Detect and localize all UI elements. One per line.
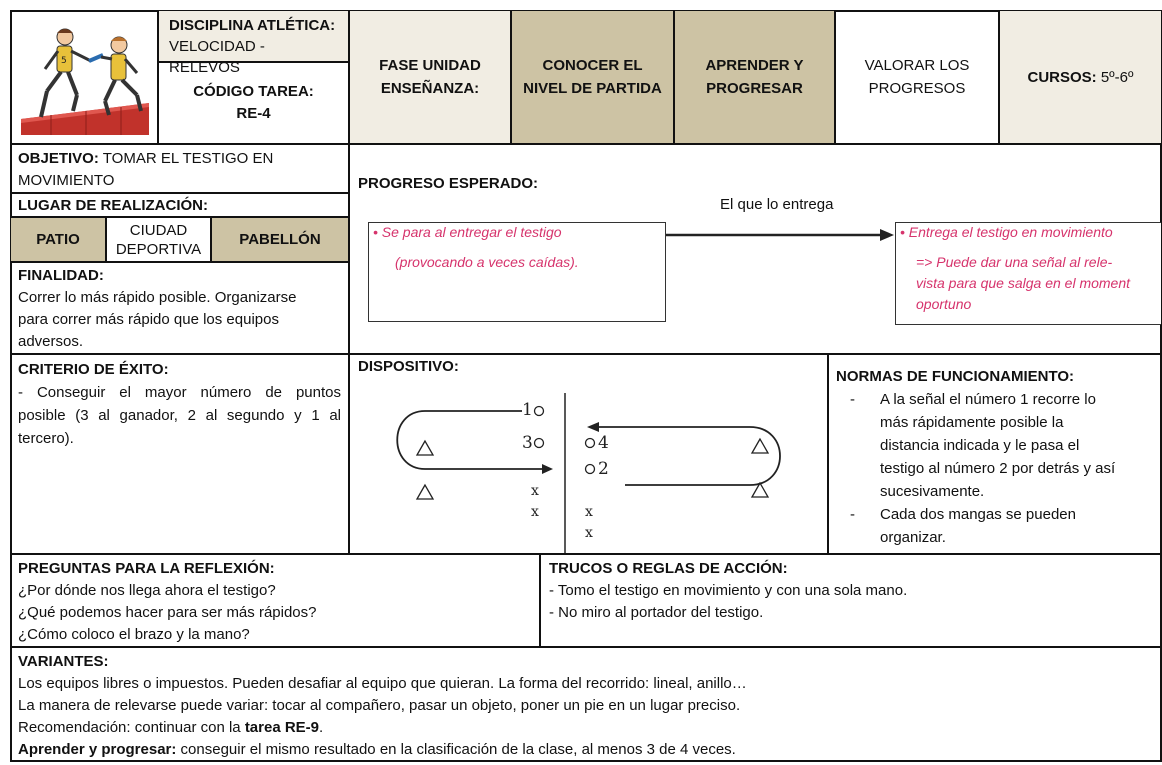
criterio-line3: tercero). [18, 430, 74, 447]
fase-valorar-line1: VALORAR LOS [864, 57, 970, 74]
codigo-cell [158, 62, 349, 144]
runner-1-number: 1 [522, 400, 533, 420]
pregunta-2: ¿Qué podemos hacer para ser más rápidos? [18, 604, 317, 621]
normas-item-2: - Cada dos mangas se pueden organizar. [836, 503, 1154, 549]
progreso-left-line1: • Se para al entregar el testigo [373, 224, 562, 240]
finalidad-cell [10, 262, 349, 354]
waiting-x-right-2: x [585, 525, 593, 541]
progreso-right-line3: vista para que salga en el moment [916, 275, 1131, 291]
runner-4-marker [586, 439, 595, 448]
finalidad-line1: Correr lo más rápido posible. Organizarse [18, 289, 297, 306]
lugar-label: LUGAR DE REALIZACIÓN: [18, 197, 208, 214]
variantes-cell [10, 647, 1162, 762]
disciplina-value: VELOCIDAD - RELEVOS [169, 38, 265, 76]
runner-2-marker [586, 465, 595, 474]
pregunta-1: ¿Por dónde nos llega ahora el testigo? [18, 582, 276, 599]
fase-valorar-cell [835, 10, 999, 144]
criterio-line1: - Conseguir el mayor número de puntos [18, 384, 341, 401]
objetivo-cell [10, 144, 349, 193]
criterio-line2: posible (3 al ganador, 2 al segundo y 1 al [18, 407, 341, 424]
cone-left-top [417, 441, 433, 455]
variante-4: Aprender y progresar: conseguir el mismo resultado en la clasificación de la clase, al menos 3 de 4 veces. [18, 741, 736, 758]
preguntas-label: PREGUNTAS PARA LA REFLEXIÓN: [18, 560, 275, 577]
truco-1: - Tomo el testigo en movimiento y con una sola mano. [549, 582, 908, 599]
fase-aprender-line2: PROGRESAR [706, 80, 803, 97]
progreso-label: PROGRESO ESPERADO: [358, 175, 539, 192]
disciplina-cell [158, 10, 349, 76]
lugar-ciudad-deportiva: CIUDAD DEPORTIVA [106, 217, 211, 262]
fase-valorar-line2: PROGRESOS [868, 80, 966, 97]
variante-3: Recomendación: continuar con la tarea RE-9. [18, 719, 324, 736]
finalidad-line3: adversos. [18, 333, 84, 350]
progreso-right-line2: => Puede dar una señal al rele- [916, 254, 1113, 270]
normas-label: NORMAS DE FUNCIONAMIENTO: [836, 368, 1075, 385]
objetivo-label: OBJETIVO: [18, 150, 99, 167]
svg-text:5: 5 [61, 56, 67, 66]
cone-right-top [752, 439, 768, 453]
progreso-arrow [666, 227, 896, 243]
runner-3-marker [535, 439, 544, 448]
finalidad-line2: para correr más rápido que los equipos [18, 311, 279, 328]
disciplina-label: DISCIPLINA ATLÉTICA: [169, 17, 336, 34]
right-loop-arrowhead [587, 422, 599, 432]
fase-conocer-cell [511, 10, 674, 144]
cursos-cell [999, 10, 1162, 144]
waiting-x-left-1: x [531, 483, 539, 499]
fase-aprender-cell [674, 10, 835, 144]
codigo-label: CÓDIGO TAREA: [193, 83, 314, 100]
normas-item-1: - A la señal el número 1 recorre lo más rápidamente posible la distancia indicada y le pasa el testigo al número 2 por detrás y así sucesivamente. [836, 388, 1154, 503]
lugar-label-cell [10, 193, 349, 217]
finalidad-label: FINALIDAD: [18, 267, 104, 284]
waiting-x-left-2: x [531, 504, 539, 520]
tarea-link-text: tarea RE-9 [244, 719, 320, 736]
codigo-value: RE-4 [236, 105, 271, 122]
trucos-cell [540, 554, 1162, 647]
variante-2: La manera de relevarse puede variar: tocar al compañero, pasar un objeto, poner un pie en un lugar preciso. [18, 697, 741, 714]
runner-4-number: 4 [598, 433, 609, 453]
progreso-arrow-label: El que lo entrega [720, 196, 834, 213]
progreso-left-box [368, 222, 666, 322]
trucos-label: TRUCOS O REGLAS DE ACCIÓN: [549, 560, 788, 577]
runner-3-number: 3 [522, 433, 533, 453]
waiting-x-right-1: x [585, 504, 593, 520]
dispositivo-label: DISPOSITIVO: [358, 358, 459, 375]
cone-left-bottom [417, 485, 433, 499]
fase-conocer-line2: NIVEL DE PARTIDA [523, 80, 662, 97]
relay-runners-illustration [11, 11, 157, 143]
normas-cell [828, 354, 1162, 554]
fase-aprender-line1: APRENDER Y [705, 57, 804, 74]
variante-1: Los equipos libres o impuestos. Pueden desafiar al equipo que quieran. La forma del recorrido: lineal, anillo… [18, 675, 747, 692]
preguntas-cell [10, 554, 540, 647]
runner-2-number: 2 [598, 459, 609, 479]
left-loop-arrowhead [542, 464, 553, 474]
objetivo-text: TOMAR EL TESTIGO EN [102, 150, 274, 167]
fase-unidad-cell [349, 10, 511, 144]
progreso-right-line1: • Entrega el testigo en movimiento [900, 224, 1113, 240]
progreso-cell [349, 144, 1162, 354]
fase-conocer-line1: CONOCER EL [542, 57, 643, 74]
variantes-label: VARIANTES: [18, 653, 109, 670]
lugar-patio: PATIO [10, 217, 106, 262]
pregunta-3: ¿Cómo coloco el brazo y la mano? [18, 626, 250, 643]
logo-cell [10, 10, 158, 144]
criterio-label: CRITERIO DE ÉXITO: [18, 361, 169, 378]
cursos-value: 5º-6º [1100, 68, 1134, 86]
cursos-label: CURSOS: [1027, 68, 1097, 86]
progreso-right-box [895, 222, 1162, 325]
fase-label-line1: FASE UNIDAD [379, 57, 481, 74]
progreso-left-line2: (provocando a veces caídas). [395, 254, 579, 270]
truco-2: - No miro al portador del testigo. [549, 604, 764, 621]
dispositivo-cell [349, 354, 828, 554]
criterio-cell [10, 354, 349, 554]
lugar-pabellon: PABELLÓN [211, 217, 349, 262]
fase-label-line2: ENSEÑANZA: [380, 80, 480, 97]
objetivo-text-line2: MOVIMIENTO [18, 172, 115, 189]
runner-1-marker [535, 407, 544, 416]
progreso-right-line4: oportuno [916, 296, 972, 312]
normas-list [836, 388, 1154, 549]
